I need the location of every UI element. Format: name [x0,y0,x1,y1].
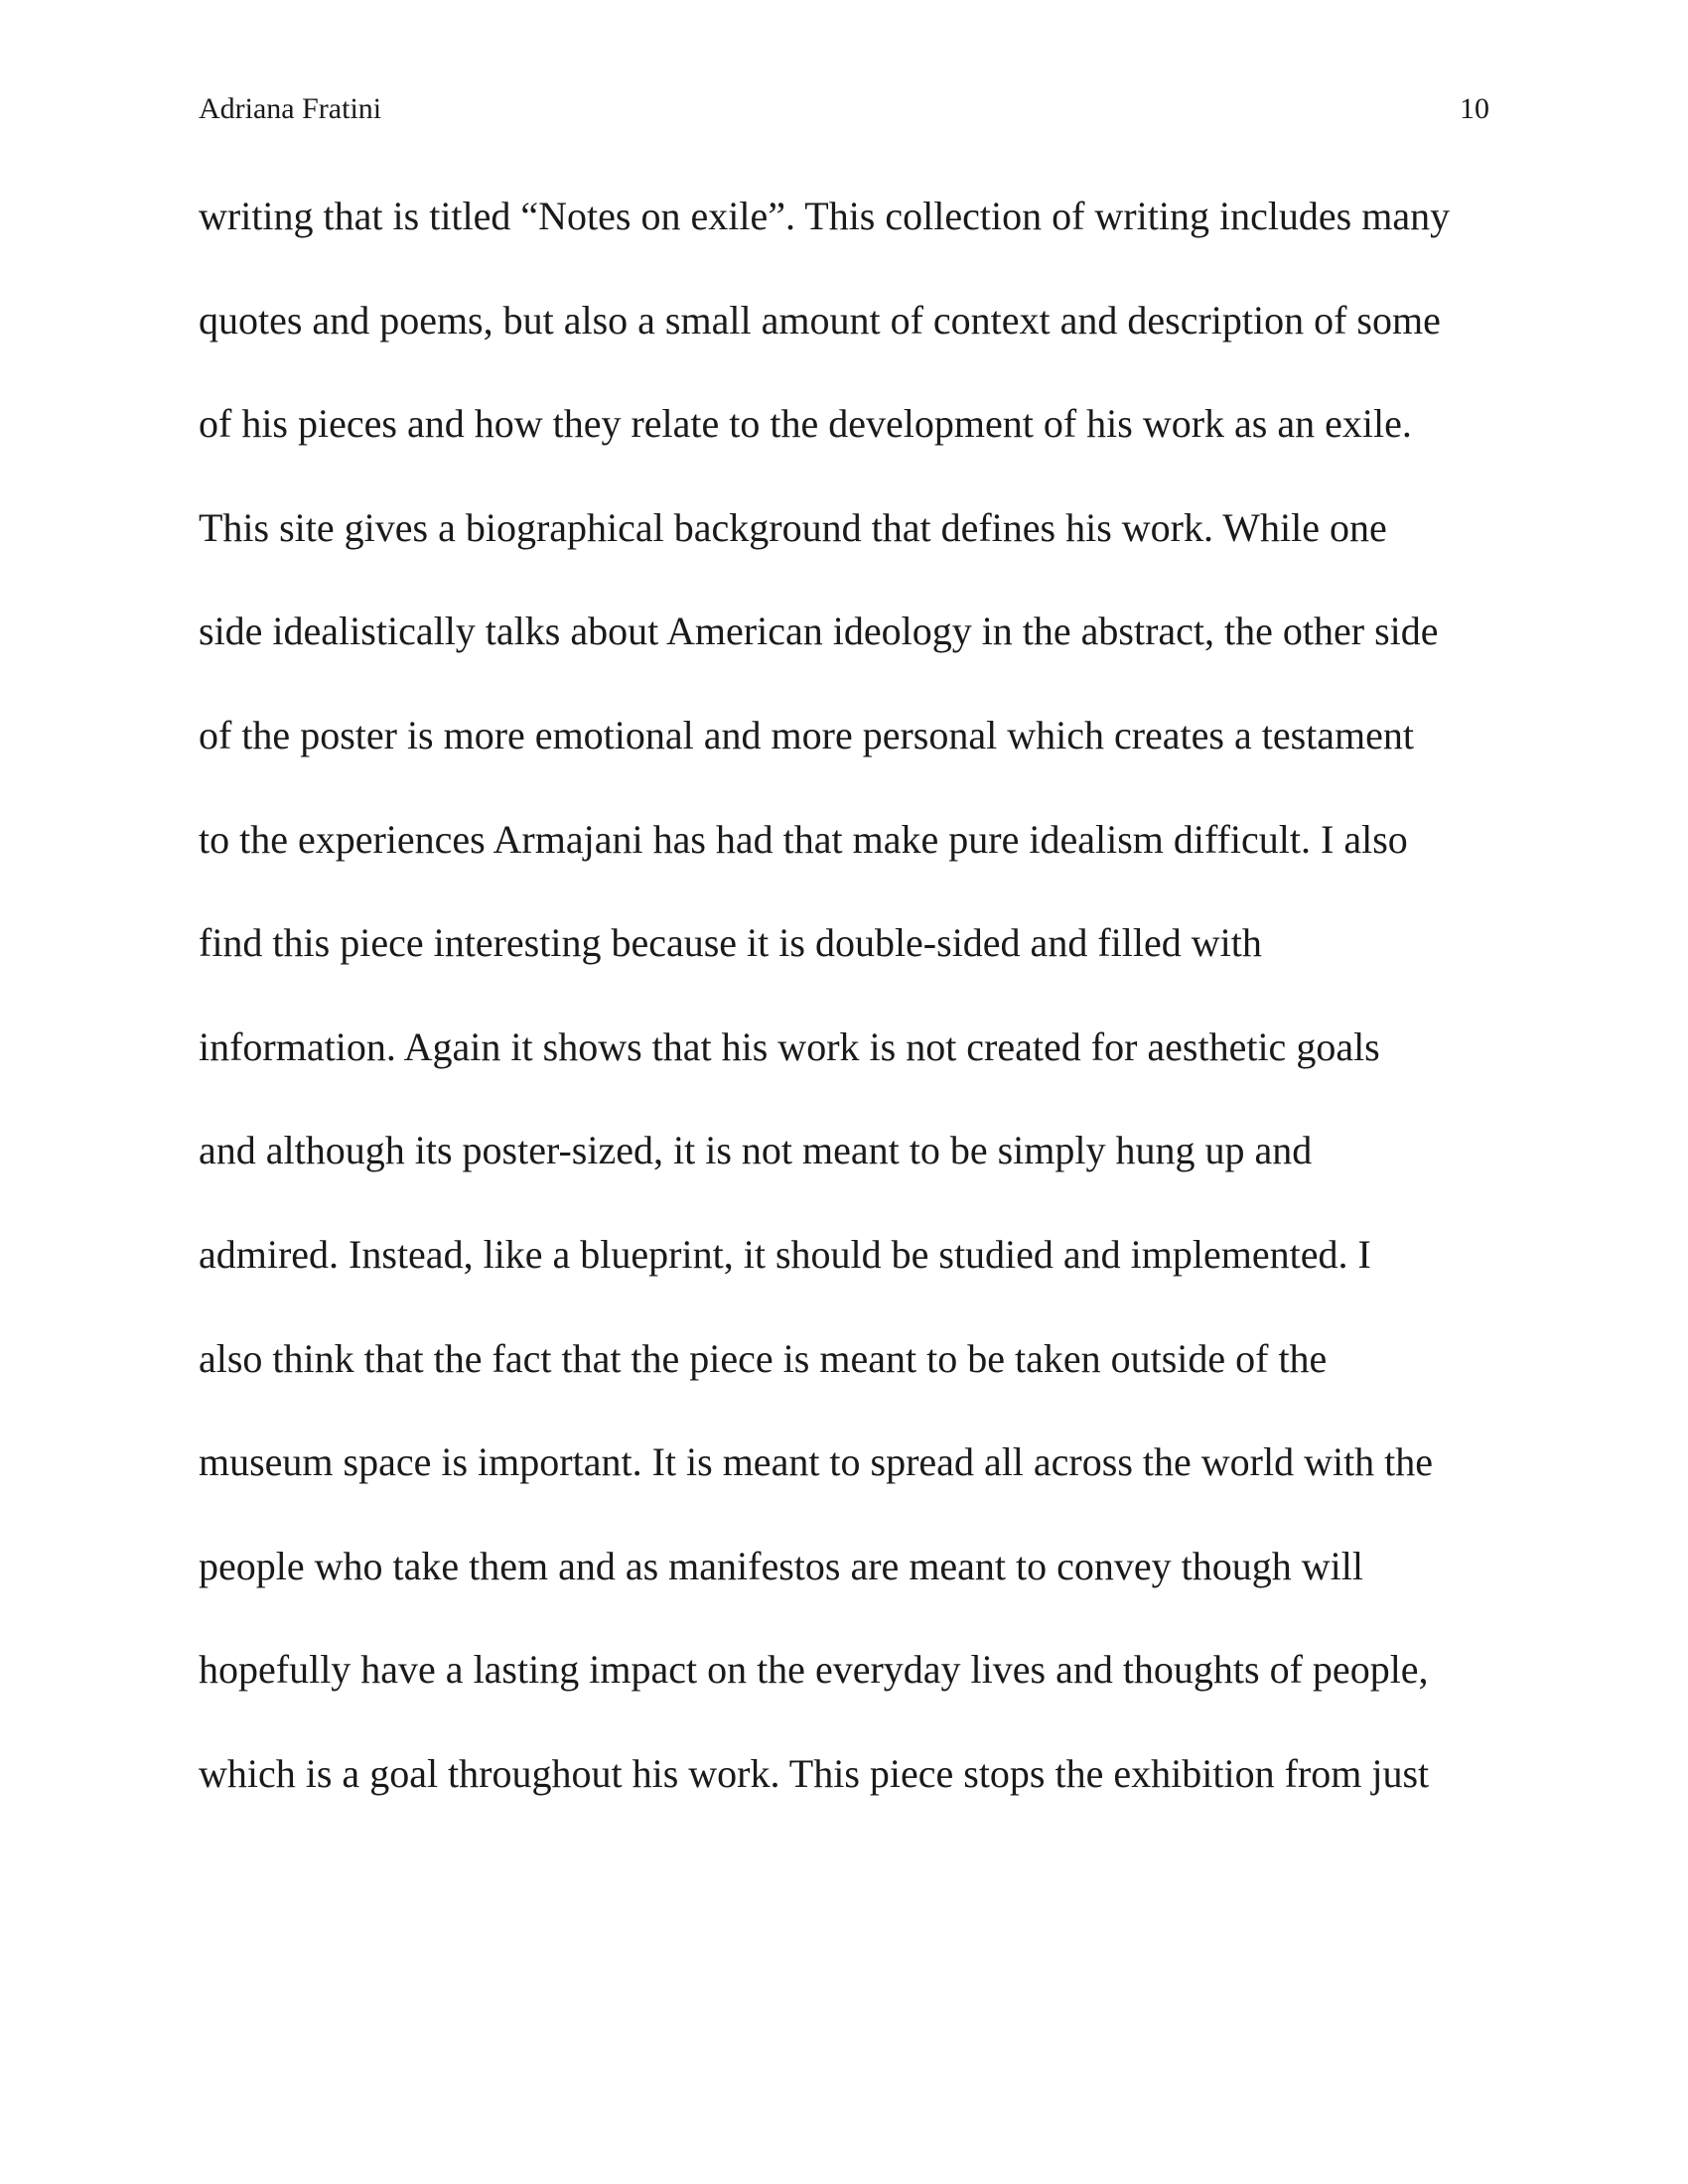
body-paragraph [199,187,1489,1848]
page-number: 10 [1460,92,1489,125]
text-line: and although its poster-sized, it is not meant to be simply hung up and [199,1128,1313,1173]
text-line: also think that the fact that the piece is meant to be taken outside of the [199,1335,1328,1381]
text-line: admired. Instead, like a blueprint, it should be studied and implemented. I [199,1231,1371,1277]
text-line: This site gives a biographical background that defines his work. While one [199,504,1387,550]
text-line: information. Again it shows that his work is not created for aesthetic goals [199,1024,1380,1069]
text-line: side idealistically talks about American ideology in the abstract, the other side [199,609,1439,654]
text-line: museum space is important. It is meant to spread all across the world with the [199,1439,1434,1485]
page-header [199,89,1489,139]
text-line: hopefully have a lasting impact on the everyday lives and thoughts of people, [199,1647,1429,1693]
text-line: quotes and poems, but also a small amount of context and description of some [199,297,1441,342]
text-line: people who take them and as manifestos are meant to convey though will [199,1543,1364,1588]
author-name: Adriana Fratini [199,92,382,125]
text-line: of his pieces and how they relate to the development of his work as an exile. [199,401,1412,447]
text-line: writing that is titled “Notes on exile”. This collection of writing includes many [199,194,1451,238]
text-line: which is a goal throughout his work. This piece stops the exhibition from just [199,1750,1430,1796]
text-line: find this piece interesting because it is double-sided and filled with [199,920,1262,966]
text-line: of the poster is more emotional and more personal which creates a testament [199,712,1415,757]
text-line: to the experiences Armajani has had that make pure idealism difficult. I also [199,816,1408,862]
